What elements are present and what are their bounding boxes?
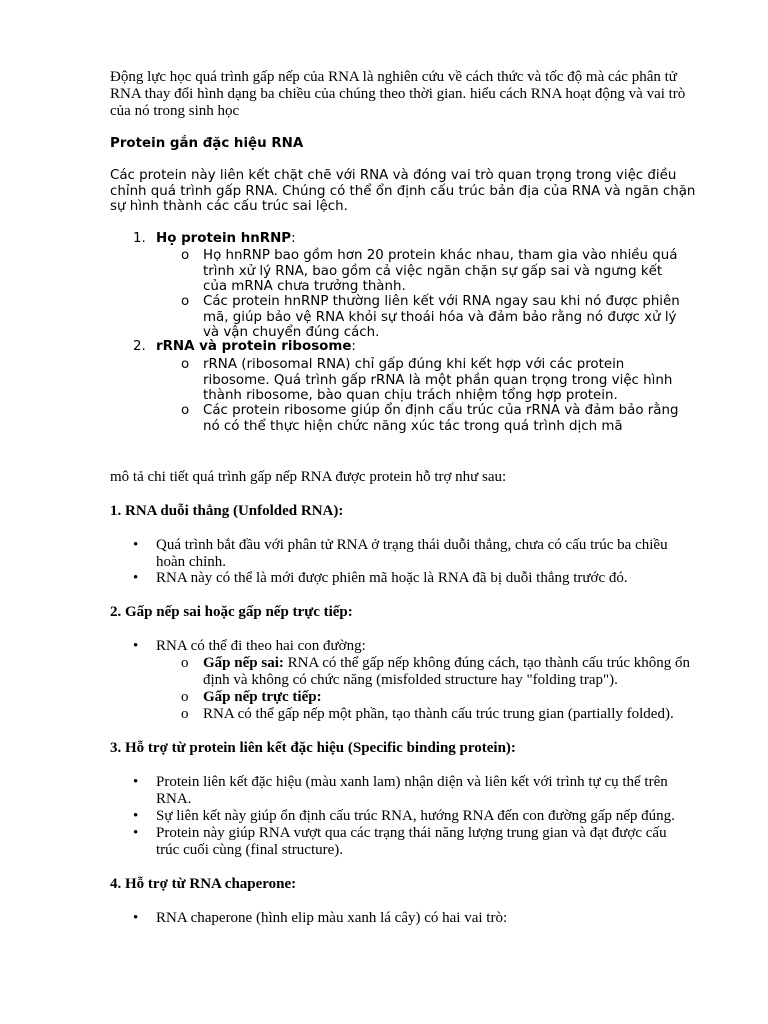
list-number: 1. [133,231,146,246]
list-subitem-text: Họ hnRNP bao gồm hơn 20 protein khác nhau, tham gia vào nhiều quá trình xử lý RNA, bao gồm cả việc ngăn chặn sự gấp sai và ngưng kết của mRNA chưa trưởng thành. [203,248,678,294]
bullet-marker: • [133,570,139,586]
list-item-text: RNA này có thể là mới được phiên mã hoặc là RNA đã bị duỗi thẳng trước đó. [156,570,628,586]
step2-heading: 2. Gấp nếp sai hoặc gấp nếp trực tiếp: [110,604,353,620]
list-subitem-text: RNA có thể gấp nếp không đúng cách, tạo thành cấu trúc không ổn định và không có chức năng (misfolded structure hay "folding trap"). [203,655,691,688]
step3-heading: 3. Hỗ trợ từ protein liên kết đặc hiệu (Specific binding protein): [110,740,516,756]
list-item-text: Protein liên kết đặc hiệu (màu xanh lam) nhận diện và liên kết với trình tự cụ thể trên RNA. [156,774,668,807]
bullet-marker: • [133,638,139,654]
list-subitem-text: Các protein ribosome giúp ổn định cấu trúc của rRNA và đảm bảo rằng nó có thể thực hiện chức năng xúc tác trong quá trình dịch mã [203,403,679,434]
list-item-text: RNA chaperone (hình elip màu xanh lá cây) có hai vai trò: [156,910,508,926]
sub-bullet-marker: o [181,294,190,309]
list-subitem-text: RNA có thể gấp nếp một phần, tạo thành cấu trúc trung gian (partially folded). [203,706,674,722]
sub-bullet-marker: o [181,655,189,671]
list-subitem-label: Gấp nếp trực tiếp: [203,689,322,705]
bullet-marker: • [133,537,139,553]
bullet-marker: • [133,774,139,790]
list-item-suffix: : [351,339,356,354]
protein-section-paragraph: Các protein này liên kết chặt chẽ với RNA và đóng vai trò quan trọng trong việc điều chỉnh quá trình gấp RNA. Chúng có thể ổn định cấu trúc bản địa của RNA và ngăn chặn sự hình thành các cấu trúc sai lệch. [110,168,696,214]
sub-bullet-marker: o [181,248,190,263]
protein-section-heading: Protein gắn đặc hiệu RNA [110,136,304,151]
sub-bullet-marker: o [181,706,189,722]
intro-paragraph: Động lực học quá trình gấp nếp của RNA là nghiên cứu về cách thức và tốc độ mà các phân tử RNA thay đổi hình dạng ba chiều của chúng theo thời gian. hiểu cách RNA hoạt động và vai trò của nó trong sinh học [110,69,686,119]
bullet-marker: • [133,808,139,824]
description-paragraph: mô tả chi tiết quá trình gấp nếp RNA được protein hỗ trợ như sau: [110,469,507,485]
list-subitem-text: rRNA (ribosomal RNA) chỉ gấp đúng khi kết hợp với các protein ribosome. Quá trình gấp rRNA là một phần quan trọng trong việc hình thành ribosome, bào quan chịu trách nhiệm tổng hợp protein. [203,357,673,403]
list-item-suffix: : [291,231,296,246]
list-item-text: Quá trình bắt đầu với phân tử RNA ở trạng thái duỗi thẳng, chưa có cấu trúc ba chiều hoàn chỉnh. [156,537,668,570]
list-number: 2. [133,339,146,354]
sub-bullet-marker: o [181,357,190,372]
list-item-text: Sự liên kết này giúp ổn định cấu trúc RNA, hướng RNA đến con đường gấp nếp đúng. [156,808,675,824]
sub-bullet-marker: o [181,403,190,418]
step1-heading: 1. RNA duỗi thẳng (Unfolded RNA): [110,503,344,519]
list-item-label: rRNA và protein ribosome [156,339,352,354]
list-subitem-label: Gấp nếp sai: [203,655,284,671]
sub-bullet-marker: o [181,689,189,705]
bullet-marker: • [133,910,139,926]
list-item-text: RNA có thể đi theo hai con đường: [156,638,366,654]
list-item-text: Protein này giúp RNA vượt qua các trạng thái năng lượng trung gian và đạt được cấu trúc cuối cùng (final structure). [156,825,667,858]
list-item-label: Họ protein hnRNP [156,231,292,246]
list-subitem-text: Các protein hnRNP thường liên kết với RNA ngay sau khi nó được phiên mã, giúp bảo vệ RNA khỏi sự thoái hóa và đảm bảo rằng nó được xử lý và vận chuyển đúng cách. [203,294,680,340]
bullet-marker: • [133,825,139,841]
step4-heading: 4. Hỗ trợ từ RNA chaperone: [110,876,297,892]
